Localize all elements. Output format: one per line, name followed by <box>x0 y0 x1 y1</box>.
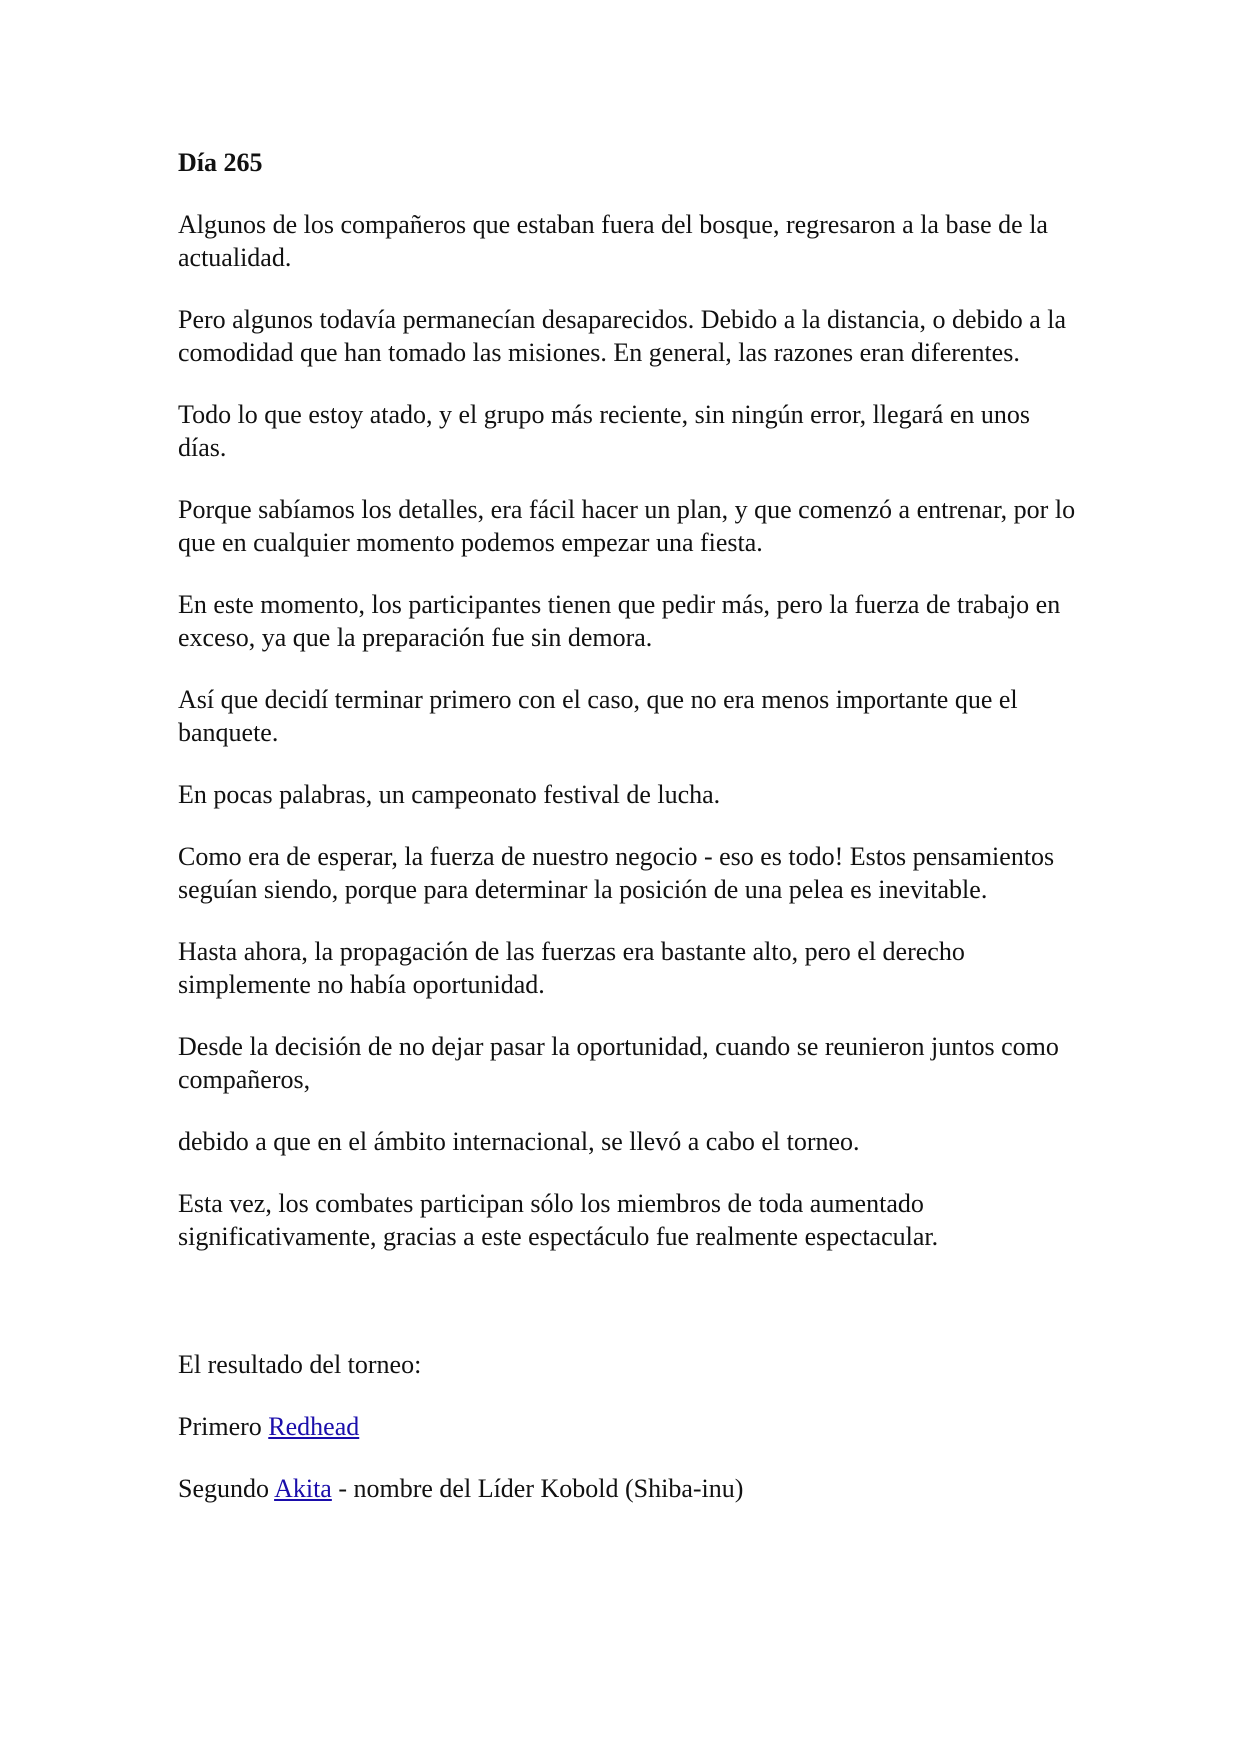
result-second <box>178 1472 1078 1505</box>
page-title: Día 265 <box>178 148 263 177</box>
redhead-link[interactable]: Redhead <box>268 1412 360 1441</box>
paragraph: Hasta ahora, la propagación de las fuerzas era bastante alto, pero el derecho simplemente no había oportunidad. <box>178 937 965 999</box>
document-body <box>178 146 1078 1534</box>
paragraph: Porque sabíamos los detalles, era fácil hacer un plan, y que comenzó a entrenar, por lo que en cualquier momento podemos empezar una fiesta. <box>178 495 1076 557</box>
result-second-suffix: - nombre del Líder Kobold (Shiba-inu) <box>338 1474 744 1503</box>
paragraph: Todo lo que estoy atado, y el grupo más reciente, sin ningún error, llegará en unos días. <box>178 400 1031 462</box>
paragraph: Algunos de los compañeros que estaban fuera del bosque, regresaron a la base de la actualidad. <box>178 210 1048 272</box>
paragraph: Como era de esperar, la fuerza de nuestro negocio - eso es todo! Estos pensamientos seguían siendo, porque para determinar la posición de una pelea es inevitable. <box>178 842 1055 904</box>
paragraph: En este momento, los participantes tienen que pedir más, pero la fuerza de trabajo en exceso, ya que la preparación fue sin demora. <box>178 590 1061 652</box>
results-heading: El resultado del torneo: <box>178 1350 422 1379</box>
paragraph: debido a que en el ámbito internacional, se llevó a cabo el torneo. <box>178 1127 860 1156</box>
paragraph: Esta vez, los combates participan sólo los miembros de toda aumentado significativamente, gracias a este espectáculo fue realmente espectacular. <box>178 1189 939 1251</box>
paragraph: Pero algunos todavía permanecían desaparecidos. Debido a la distancia, o debido a la comodidad que han tomado las misiones. En general, las razones eran diferentes. <box>178 305 1067 367</box>
result-first-prefix: Primero <box>178 1412 262 1441</box>
paragraph: Así que decidí terminar primero con el caso, que no era menos importante que el banquete. <box>178 685 1018 747</box>
result-second-prefix: Segundo <box>178 1474 269 1503</box>
paragraph: Desde la decisión de no dejar pasar la oportunidad, cuando se reunieron juntos como compañeros, <box>178 1032 1059 1094</box>
akita-link[interactable]: Akita <box>274 1474 332 1503</box>
result-first <box>178 1410 1078 1443</box>
paragraph: En pocas palabras, un campeonato festival de lucha. <box>178 780 721 809</box>
